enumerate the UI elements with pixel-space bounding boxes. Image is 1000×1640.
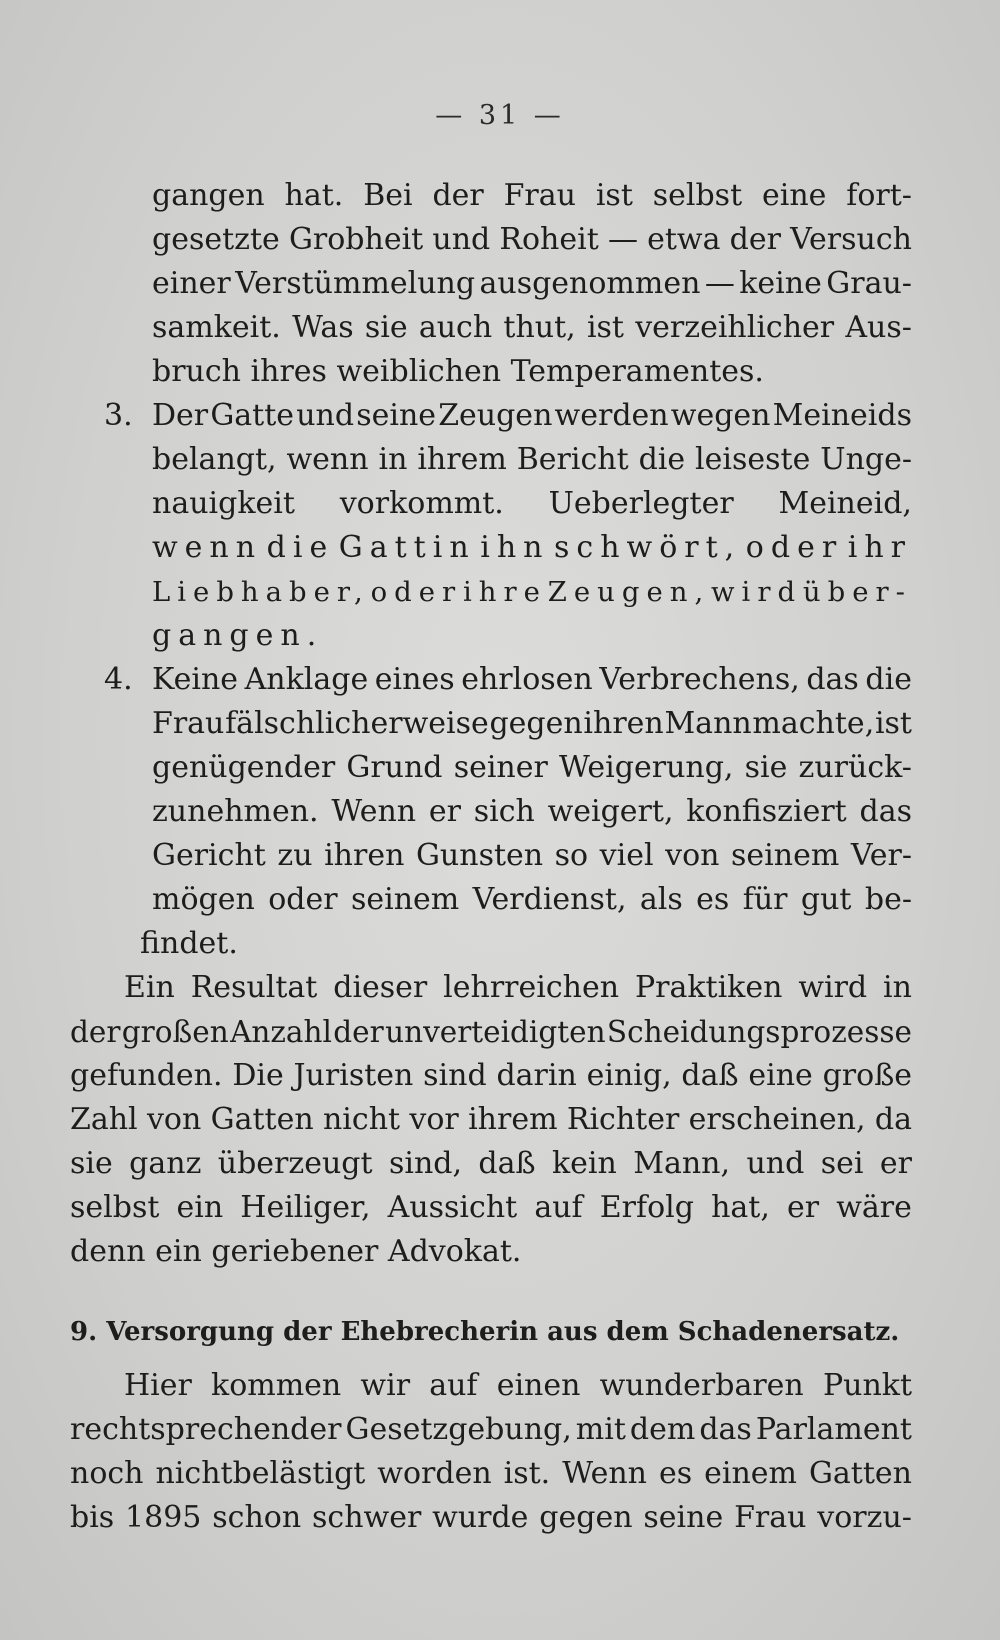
page-number: — 31 — [435,100,565,131]
text-line: belangt, wenn in ihrem Bericht die leiseste Unge- [152,442,912,477]
text-line: bruch ihres weiblichen Temperamentes. [152,354,764,389]
text-line: noch nichtbelästigt worden ist. Wenn es einem Gatten [70,1456,912,1491]
text-line: sie ganz überzeugt sind, daß kein Mann, und sei er [70,1146,912,1181]
text-line: rechtsprechender Gesetzgebung, mit dem das Parlament [70,1412,912,1447]
text-line: mögen oder seinem Verdienst, als es für gut be- [152,882,912,917]
text-line: gefunden. Die Juristen sind darin einig, daß eine große [70,1058,912,1093]
text-line: samkeit. Was sie auch thut, ist verzeihlicher Aus- [152,310,912,345]
text-line: selbst ein Heiliger, Aussicht auf Erfolg hat, er wäre [70,1190,912,1225]
text-line: Hier kommen wir auf einen wunderbaren Punkt [124,1368,912,1403]
text-line: Der Gatte und seine Zeugen werden wegen Meineids [152,398,912,433]
list-number: 3. [104,398,133,433]
text-line: Frau fälschlicherweise gegen ihren Mann machte, ist [152,706,912,741]
text-line: der großen Anzahl der unverteidigten Scheidungsprozesse [70,1015,912,1049]
text-line: gangen hat. Bei der Frau ist selbst eine fort- [152,178,912,213]
text-line-emphasis: nauigkeit vorkommt. Ueberlegter Meineid, [152,486,912,521]
text-line: findet. [140,926,238,961]
text-line: gesetzte Grobheit und Roheit — etwa der Versuch [152,222,912,257]
text-line-emphasis: gangen. [152,618,324,653]
section-heading: 9. Versorgung der Ehebrecherin aus dem Schadenersatz. [70,1317,900,1347]
text-line-emphasis: Liebhaber, oder ihre Zeugen, wird über- [152,576,912,608]
text-line: Zahl von Gatten nicht vor ihrem Richter erscheinen, da [70,1102,912,1137]
text-line: Gericht zu ihren Gunsten so viel von seinem Ver- [152,838,912,873]
text-line-emphasis: wenn die Gattin ihn schwört, oder ihr [152,530,912,565]
text-line: zunehmen. Wenn er sich weigert, konfisziert das [152,794,912,829]
text-line: genügender Grund seiner Weigerung, sie zurück- [152,750,912,785]
text-line: Ein Resultat dieser lehrreichen Praktiken wird in [124,970,912,1005]
text-line: Keine Anklage eines ehrlosen Verbrechens, das die [152,662,912,697]
text-line: denn ein geriebener Advokat. [70,1234,522,1269]
list-number: 4. [104,662,133,697]
text-line: bis 1895 schon schwer wurde gegen seine Frau vorzu- [70,1500,912,1535]
text-line: einer Verstümmelung ausgenommen — keine Grau- [152,266,912,301]
